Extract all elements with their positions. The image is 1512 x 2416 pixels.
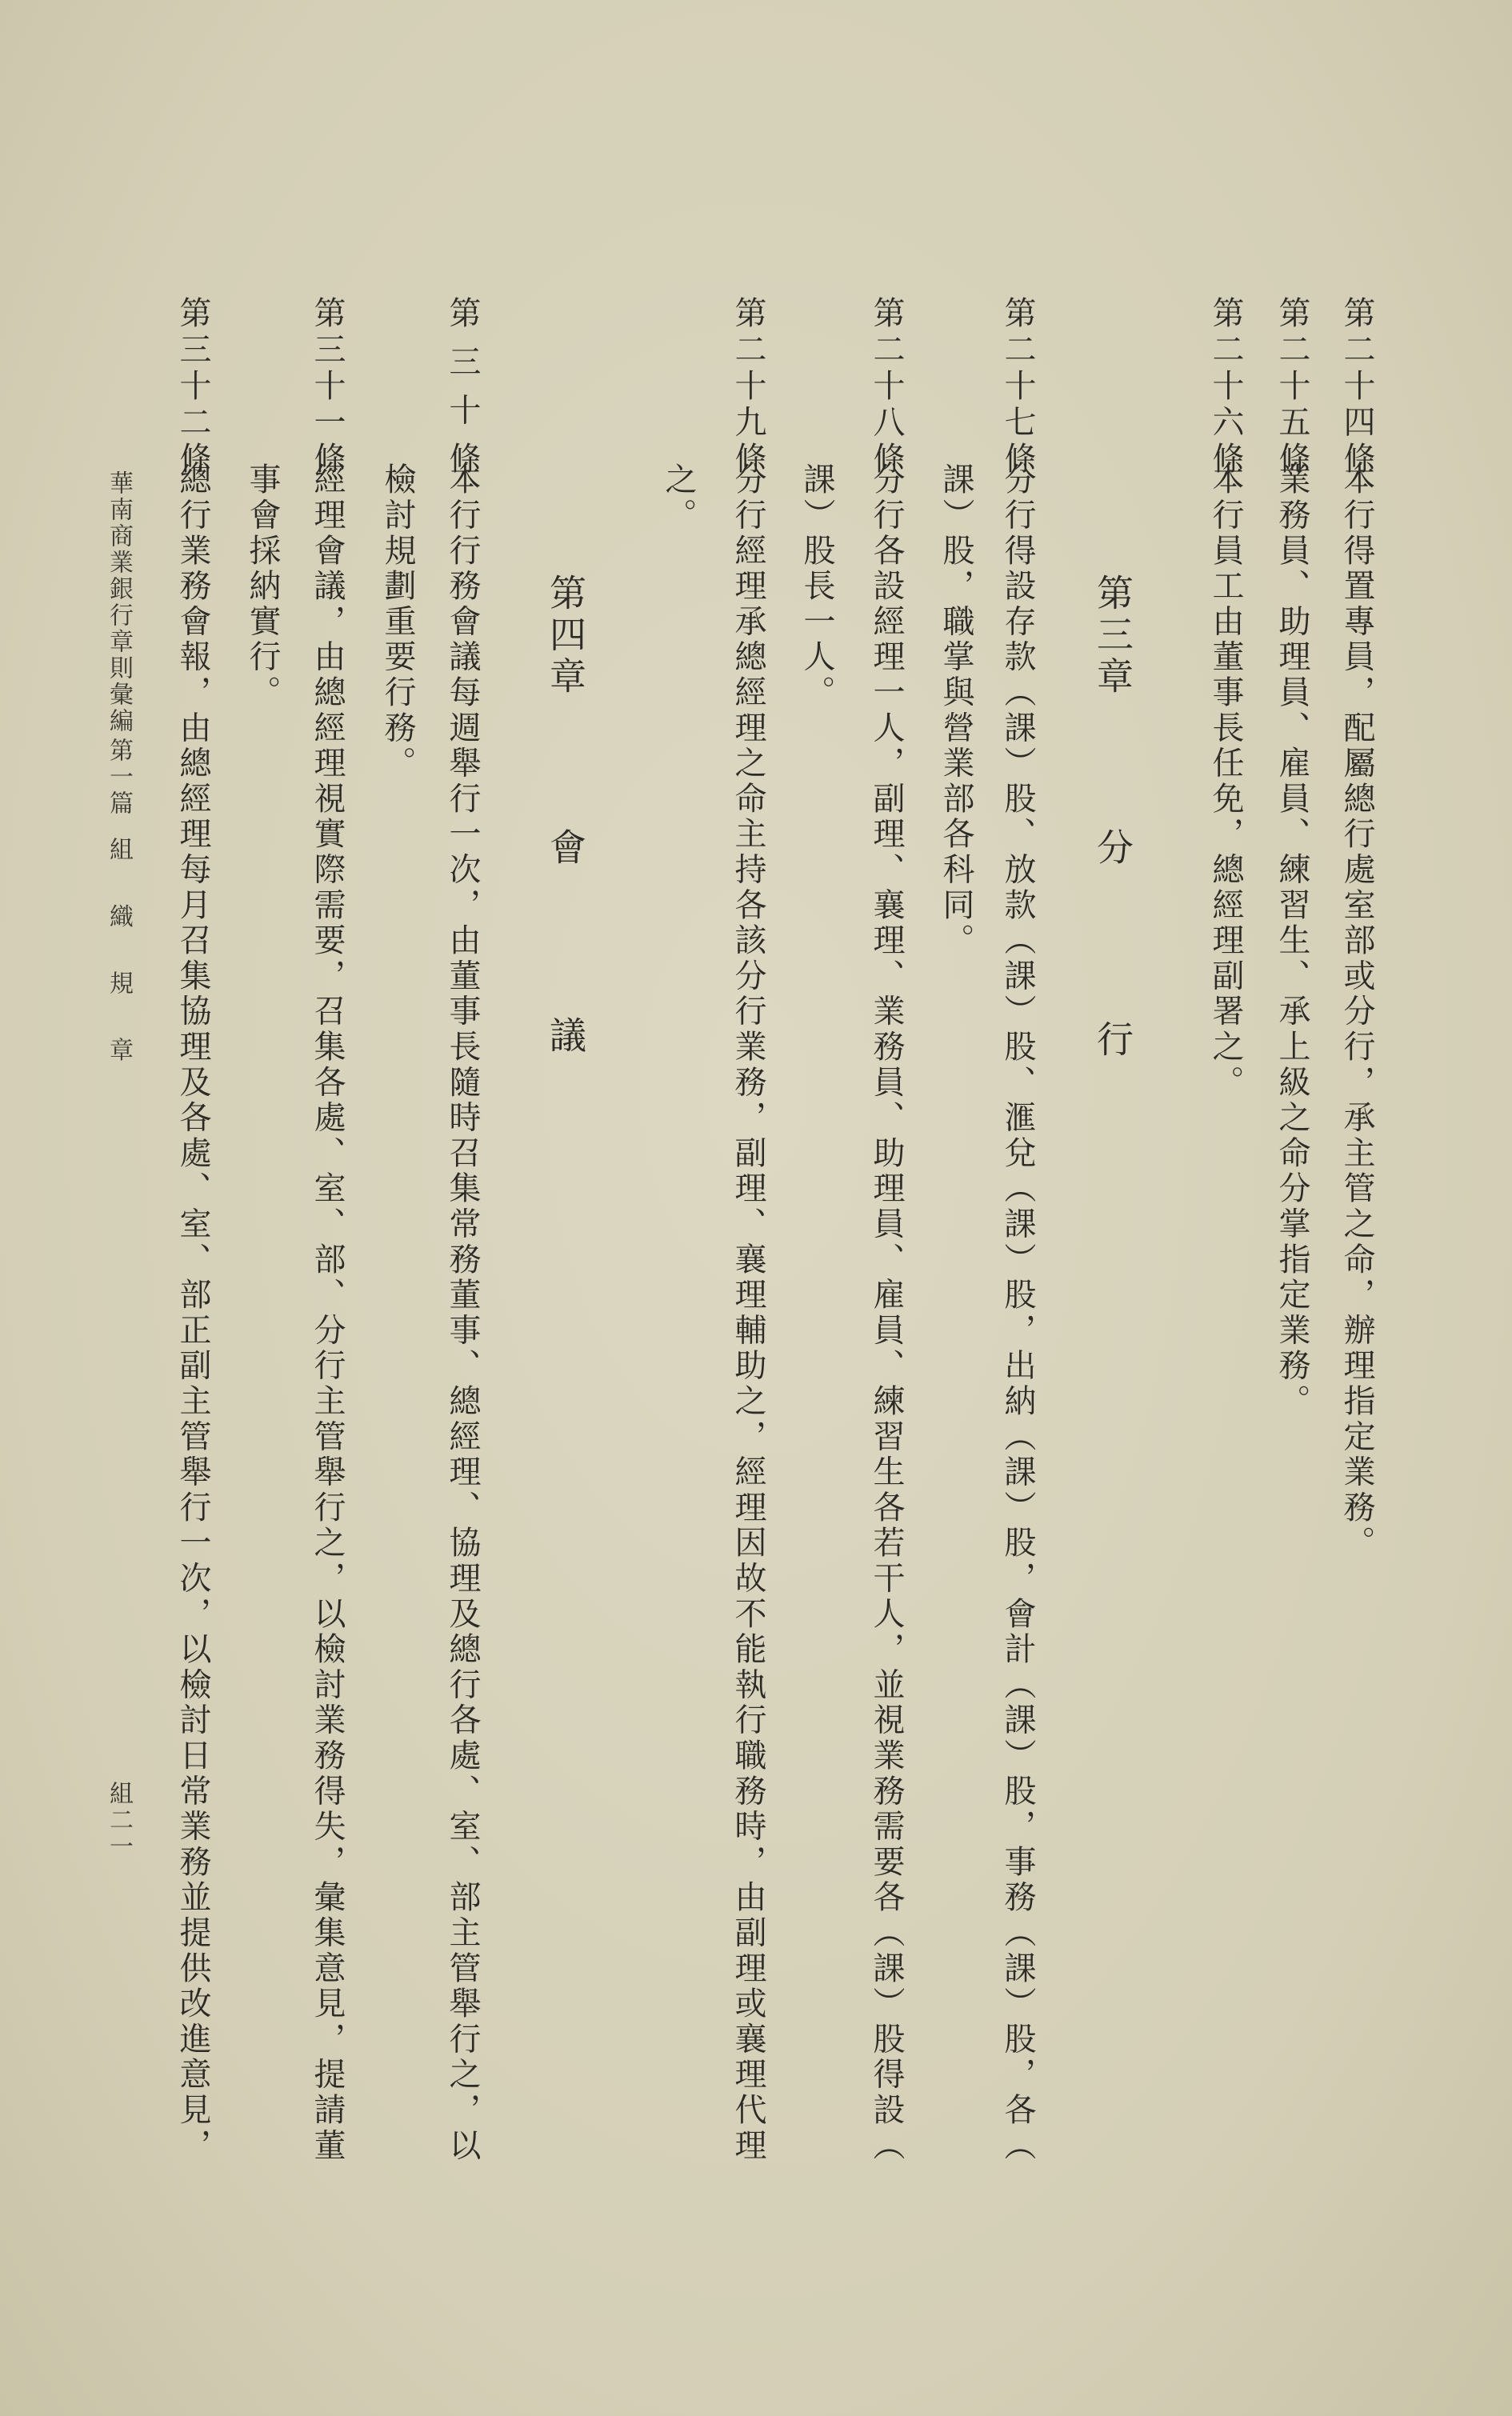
article-28-text-cont: 課）股長一人。 [798, 462, 835, 711]
article-25-label: 第二十五條 [1274, 296, 1310, 474]
footer-section: 組 織 規 章 [105, 837, 133, 1079]
article-30-text-cont: 檢討規劃重要行務。 [379, 462, 416, 782]
article-25-text: 業務員、助理員、雇員、練習生、承上級之命分掌指定業務。 [1274, 462, 1310, 1420]
chapter-3-title-char-1: 分 [1091, 828, 1134, 865]
article-31-text-cont: 事會採納實行。 [244, 462, 281, 711]
chapter-3-title-char-2: 行 [1091, 1020, 1134, 1057]
article-26-label: 第二十六條 [1207, 296, 1244, 474]
chapter-4-title-char-1: 會 [544, 828, 587, 865]
article-32-text: 總行業務會報，由總經理每月召集協理及各處、室、部正副主管舉行一次，以檢討日常業務並提供改進意見， [174, 462, 211, 2164]
chapter-4-title-char-2: 議 [544, 1016, 587, 1053]
footer-book-title: 華南商業銀行章則彙編 [105, 470, 133, 734]
article-32-label: 第三十二條 [174, 296, 211, 474]
article-29-text-cont: 之。 [660, 462, 697, 534]
footer-part: 第一篇 [105, 738, 133, 817]
article-27-label: 第二十七條 [999, 296, 1036, 474]
article-31-label: 第三十一條 [309, 296, 346, 474]
article-27-text-cont: 課）股，職掌與營業部各科同。 [938, 462, 974, 959]
article-29-label: 第二十九條 [730, 296, 766, 474]
article-28-label: 第二十八條 [868, 296, 905, 474]
article-30-label: 第三十條 [444, 296, 481, 474]
article-24-label: 第二十四條 [1338, 296, 1375, 474]
article-29-text: 分行經理承總經理之命主持各該分行業務，副理、襄理輔助之，經理因故不能執行職務時，由副理或襄理代理 [730, 462, 766, 2164]
chapter-3-number: 第三章 [1091, 574, 1134, 698]
article-27-text: 分行得設存款（課）股、放款（課）股、滙兌（課）股，出納（課）股，會計（課）股，事務（課）股，各（ [999, 462, 1036, 2164]
article-28-text: 分行各設經理一人，副理、襄理、業務員、助理員、雇員、練習生各若干人，並視業務需要各（課）股得設（ [868, 462, 905, 2164]
article-24-text: 本行得置專員，配屬總行處室部或分行，承主管之命，辦理指定業務。 [1338, 462, 1375, 1562]
article-26-text: 本行員工由董事長任免，總經理副署之。 [1207, 462, 1244, 1101]
page-number: 組二一 [105, 1781, 133, 1860]
article-30-text: 本行行務會議每週舉行一次，由董事長隨時召集常務董事、總經理、協理及總行各處、室、部主管舉行之，以 [444, 462, 481, 2164]
article-31-text: 經理會議，由總經理視實際需要，召集各處、室、部、分行主管舉行之，以檢討業務得失，彙集意見，提請董 [309, 462, 346, 2164]
chapter-4-number: 第四章 [544, 574, 587, 698]
